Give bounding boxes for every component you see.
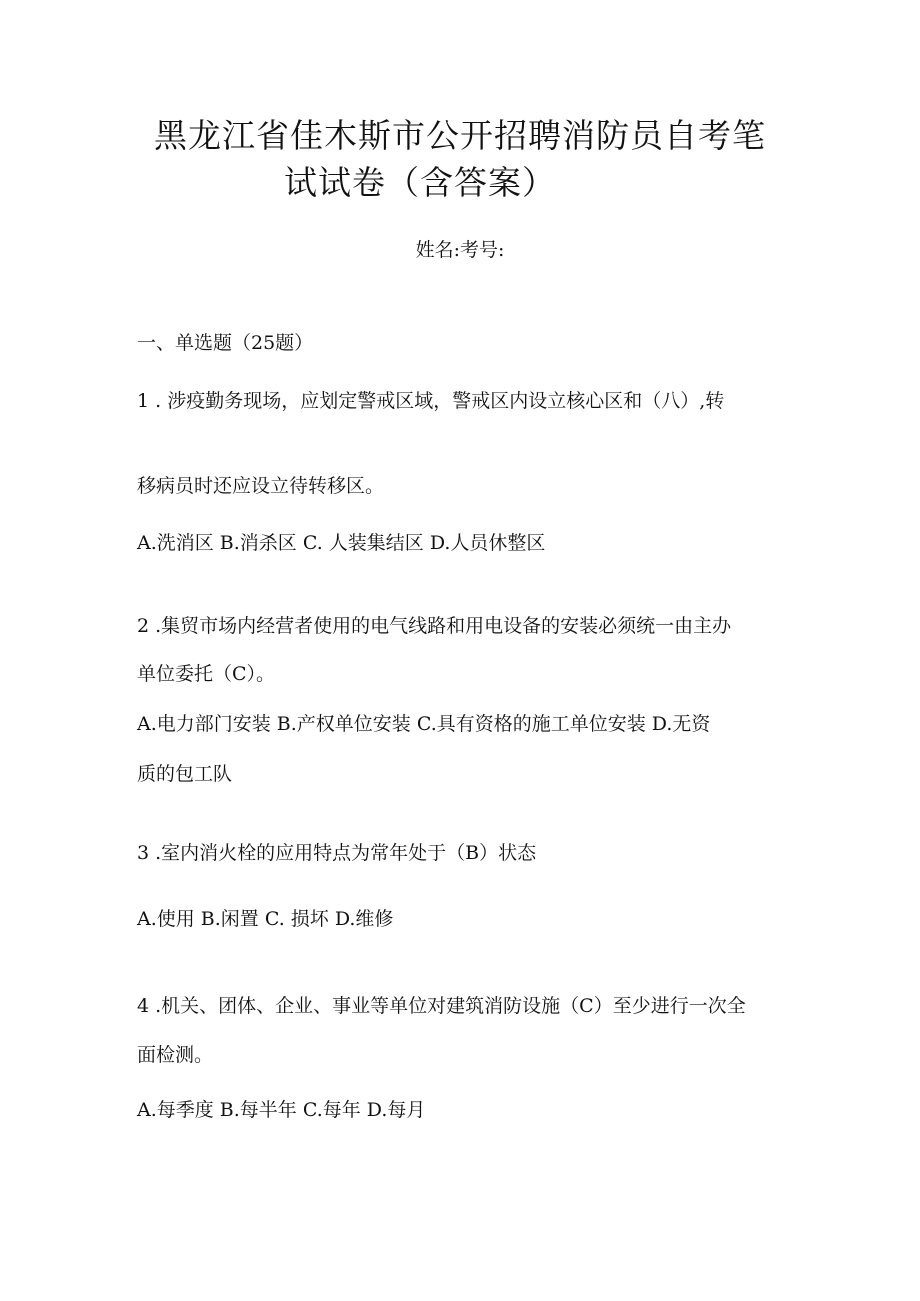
question-2-options-line-1: A.电力部门安装 B.产权单位安装 C.具有资格的施工单位安装 D.无资 (137, 713, 711, 735)
question-3-text-line-1: 3 .室内消火栓的应用特点为常年处于（B）状态 (137, 842, 537, 864)
question-4-options: A.每季度 B.每半年 C.每年 D.每月 (137, 1099, 426, 1121)
question-1-options: A.洗消区 B.消杀区 C. 人装集结区 D.人员休整区 (137, 532, 546, 554)
question-3-options: A.使用 B.闲置 C. 损坏 D.维修 (137, 908, 394, 930)
name-and-exam-number-line: 姓名:考号: (415, 239, 505, 261)
question-2-text-line-2: 单位委托（C）。 (137, 663, 276, 685)
question-1-text-line-1: 1 . 涉疫勤务现场，应划定警戒区域，警戒区内设立核心区和（八）,转 (137, 390, 725, 412)
question-4-text-line-2: 面检测。 (137, 1044, 214, 1066)
question-2-text-line-1: 2 .集贸市场内经营者使用的电气线路和用电设备的安装必须统一由主办 (137, 615, 732, 637)
question-2-options-line-2: 质的包工队 (137, 763, 233, 785)
document-title-line-1: 黑龙江省佳木斯市公开招聘消防员自考笔 (154, 116, 766, 155)
document-title-line-2: 试试卷（含答案） (284, 163, 556, 202)
question-4-text-line-1: 4 .机关、团体、企业、事业等单位对建筑消防设施（C）至少进行一次全 (137, 995, 746, 1017)
question-1-text-line-2: 移病员时还应设立待转移区。 (137, 475, 385, 497)
section-heading: 一、单选题（25题） (137, 332, 314, 354)
